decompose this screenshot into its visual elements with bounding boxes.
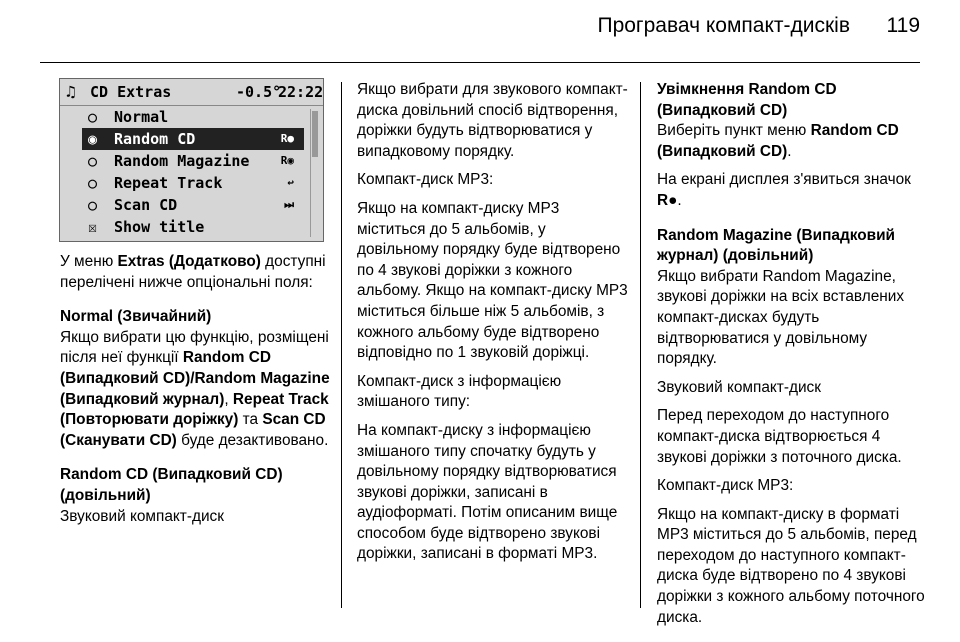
menu-item-label: Repeat Track [114, 174, 223, 192]
column-divider-1 [341, 82, 342, 608]
radio-icon: ○ [88, 152, 98, 170]
screen-header [60, 79, 323, 106]
temperature: -0.5° [236, 83, 282, 101]
music-note-icon: ♫ [66, 82, 76, 101]
paragraph: Якщо вибрати для звукового компакт-диска довільний спосіб відтворення, доріжки будуть відтворюватися у випадковому порядку. [357, 81, 628, 160]
subheading: Компакт-диск MP3: [657, 477, 794, 495]
radio-icon: ○ [88, 108, 98, 126]
repeat-icon: ↩ [287, 176, 294, 189]
menu-item-label: Random CD [114, 130, 196, 148]
icon-paragraph: На екрані дисплея з'явиться значок R●. [657, 171, 911, 209]
menu-item-repeat-track[interactable] [82, 172, 304, 194]
random-cd-heading: Random CD (Випадковий CD) (довільний) [60, 466, 283, 504]
activate-heading: Увімкнення Random CD (Випадковий CD) [657, 81, 837, 119]
menu-item-scan-cd[interactable] [82, 194, 304, 216]
menu-item-show-title[interactable] [82, 216, 304, 238]
random-magazine-heading: Random Magazine (Випадковий журнал) (довільний) [657, 226, 895, 265]
menu-item-random-cd[interactable] [82, 128, 304, 150]
random-magazine-icon: R◉ [280, 154, 294, 167]
menu-item-label: Show title [114, 218, 205, 236]
scrollbar-thumb[interactable] [312, 111, 318, 157]
page-number: 119 [886, 14, 920, 37]
intro-paragraph: У меню Extras (Додатково) доступні перелічені нижче опціональні поля: [60, 253, 326, 291]
random-icon: R● [657, 191, 678, 209]
paragraph: Компакт-диск MP3: [357, 171, 494, 189]
radio-selected-icon: ◉ [88, 130, 98, 148]
header-title: Програвач компакт-дисків [597, 14, 850, 37]
menu-item-random-magazine[interactable] [82, 150, 304, 172]
column-2 [357, 80, 629, 573]
random-cd-icon: R● [280, 132, 294, 145]
paragraph: Перед переходом до наступного компакт-диска відтворюється 4 звукові доріжки з поточного диска. [657, 407, 902, 466]
header-rule [40, 62, 920, 63]
scrollbar[interactable] [310, 109, 319, 237]
subheading: Звуковий компакт-диск [657, 378, 821, 396]
menu-item-label: Normal [114, 108, 169, 126]
cd-extras-screen [59, 78, 324, 242]
paragraph: Якщо на компакт-диску MP3 міститься до 5 альбомів, у довільному порядку буде відтворено по 4 звукові доріжки з кожного альбому. Якщо на компакт-диску MP3 міститься більше ніж 5 альбомів, з кожного альбому буде відтворено відповідно по 1 звуковій доріжці. [357, 199, 628, 362]
skip-icon: ⏭ [284, 198, 294, 211]
paragraph: Якщо вибрати Random Magazine, звукові доріжки на всіх вставлених компакт-дисках будуть відтворюватися у довільному порядку. [657, 267, 905, 368]
column-3 [657, 80, 929, 636]
menu-item-label: Scan CD [114, 196, 178, 214]
checkbox-icon: ☒ [88, 218, 98, 236]
normal-paragraph: Якщо вибрати цю функцію, розміщені після неї функції Random CD (Випадковий CD)/Random Magazine (Випадковий журнал), Repeat Track (Повторювати доріжку) та Scan CD (Сканувати CD) буде дезактивовано. [60, 328, 330, 449]
menu-item-label: Random Magazine [114, 152, 250, 170]
paragraph: Якщо на компакт-диску в форматі MP3 міститься до 5 альбомів, перед переходом до наступного компакт-диска буде відтворено по 4 звукові доріжки з кожного альбому поточного диска. [657, 505, 925, 626]
paragraph: Компакт-диск з інформацією змішаного типу: [357, 372, 562, 411]
clock: 22:22 [278, 83, 324, 101]
radio-icon: ○ [88, 174, 98, 192]
column-divider-2 [640, 82, 641, 608]
paragraph: На компакт-диску з інформацією змішаного типу спочатку будуть у довільному порядку відтворюватися звукові доріжки, записані в аудіоформаті. Потім описаним вище способом буде відтворено звукові доріжки, записані в форматі MP3. [357, 421, 618, 563]
activate-paragraph: Виберіть пункт меню Random CD (Випадковий CD). [657, 122, 899, 160]
column-1 [60, 252, 332, 535]
screen-title: CD Extras [90, 83, 172, 101]
audio-cd-subheading: Звуковий компакт-диск [60, 507, 224, 525]
normal-heading: Normal (Звичайний) [60, 308, 212, 326]
radio-icon: ○ [88, 196, 98, 214]
menu-item-normal[interactable] [82, 106, 304, 128]
